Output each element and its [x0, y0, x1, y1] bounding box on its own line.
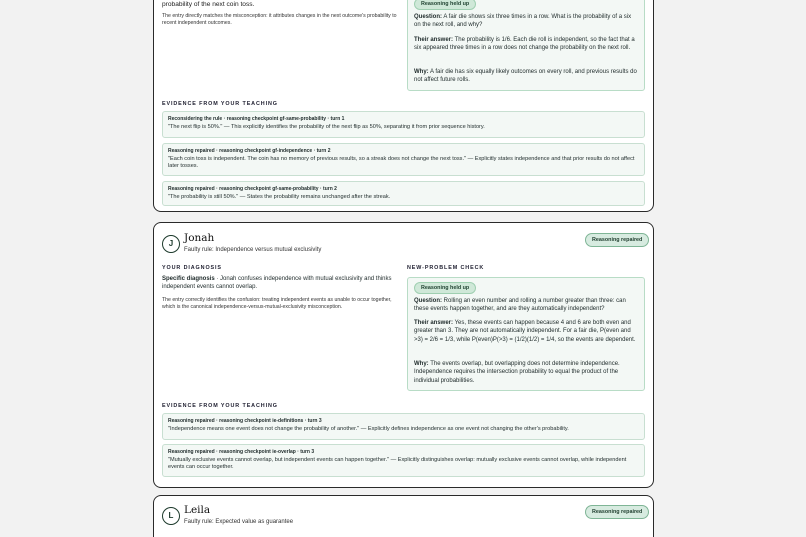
diagnosis-body: The entry directly matches the misconception: it attributes changes in the next outcome's probability to recent independent outcomes. [162, 13, 397, 26]
faulty-rule: Faulty rule: Expected value as guarantee [184, 519, 294, 525]
evidence-item [162, 444, 645, 477]
evidence-header: EVIDENCE FROM YOUR TEACHING [162, 101, 278, 107]
reasoning-repaired-badge: Reasoning repaired [585, 505, 649, 519]
evidence-tag: Reasoning repaired · reasoning checkpoint ie-definitions · turn 3 [168, 418, 322, 424]
evidence-body: "The next flip is 50%." — This explicitly identifies the probability of the next flip as 50%, separating it from prior sequence history. [168, 123, 485, 130]
avatar: J [162, 235, 180, 253]
reasoning-held-up-pill: Reasoning held up [414, 0, 476, 10]
evidence-tag: Reconsidering the rule · reasoning checkpoint gf-same-probability · turn 1 [168, 116, 345, 122]
evidence-body: "Mutually exclusive events cannot overlap, but independent events can happen together." — Explicitly distinguishes overlap: mutually exclusive events cannot overlap, while independent events can occur together. [168, 456, 627, 471]
reasoning-held-up-pill: Reasoning held up [414, 282, 476, 294]
specific-diagnosis-text: · Jonah confuses independence with mutual exclusivity and thinks independent events cannot overlap. [162, 276, 392, 291]
evidence-item [162, 181, 645, 206]
diagnosis-body: The entry correctly identifies the confusion: treating independent events as unable to occur together, which is the canonical independence-versus-mutual-exclusivity misconception. [162, 297, 392, 310]
answer-block [414, 319, 639, 344]
answer-label: Their answer: [414, 320, 454, 326]
student-name: Jonah [184, 232, 215, 244]
diagnosis-header: YOUR DIAGNOSIS [162, 265, 222, 271]
evidence-tag: Reasoning repaired · reasoning checkpoint ie-overlap · turn 3 [168, 449, 315, 455]
answer-block [414, 36, 639, 53]
why-label: Why: [414, 69, 429, 75]
why-label: Why: [414, 361, 429, 367]
reasoning-repaired-badge: Reasoning repaired [585, 233, 649, 247]
faulty-rule: Faulty rule: Independence versus mutual exclusivity [184, 247, 322, 253]
answer-text: Yes, these events can happen because 4 and 6 are both even and greater than 3. They are not automatically independent. For a fair die, P(even and >3) = 2/6 = 1/3, while P(even)P(>3) = (1/2)(1/2) = 1/4, so the events are dependent. [414, 320, 636, 343]
evidence-header: EVIDENCE FROM YOUR TEACHING [162, 403, 278, 409]
evidence-tag: Reasoning repaired · reasoning checkpoint gf-independence · turn 2 [168, 148, 331, 154]
question-label: Question: [414, 298, 442, 304]
evidence-item [162, 143, 645, 176]
specific-diagnosis [162, 275, 397, 292]
new-problem-check-header: NEW-PROBLEM CHECK [407, 265, 485, 271]
question-text: A fair die shows six three times in a row. What is the probability of a six on the next roll, and why? [414, 14, 632, 29]
why-text: A fair die has six equally likely outcomes on every roll, and previous results do not affect future rolls. [414, 69, 637, 84]
why-text: The events overlap, but overlapping does not determine independence. Independence requires the intersection probability to equal the product of the individual probabilities. [414, 361, 620, 384]
question-block [414, 297, 639, 314]
evidence-body: "The probability is still 50%." — States the probability remains unchanged after the streak. [168, 193, 391, 200]
why-block [414, 68, 639, 85]
evidence-item [162, 111, 645, 138]
answer-text: The probability is 1/6. Each die roll is independent, so the fact that a six appeared three times in a row does not change the probability on the next roll. [414, 37, 635, 52]
question-block [414, 13, 639, 30]
student-card-leila[interactable] [153, 495, 654, 537]
avatar: L [162, 507, 180, 525]
truncated-title: probability of the next coin toss. [162, 1, 255, 8]
evidence-body: "Each coin toss is independent. The coin has no memory of previous results, so a streak does not change the next toss." — Explicitly states independence and that prior results do not affect later tosses. [168, 155, 635, 170]
student-name: Leila [184, 504, 211, 516]
answer-label: Their answer: [414, 37, 454, 43]
question-text: Rolling an even number and rolling a number greater than three: can these events happen together, and are they automatically independent? [414, 298, 626, 313]
evidence-body: "Independence means one event does not change the probability of another." — Explicitly defines independence as one event not changing the other's probability. [168, 425, 569, 432]
evidence-tag: Reasoning repaired · reasoning checkpoint gf-same-probability · turn 2 [168, 186, 337, 192]
specific-diagnosis-label: Specific diagnosis [162, 276, 215, 282]
evidence-item [162, 413, 645, 440]
question-label: Question: [414, 14, 442, 20]
why-block [414, 360, 639, 385]
